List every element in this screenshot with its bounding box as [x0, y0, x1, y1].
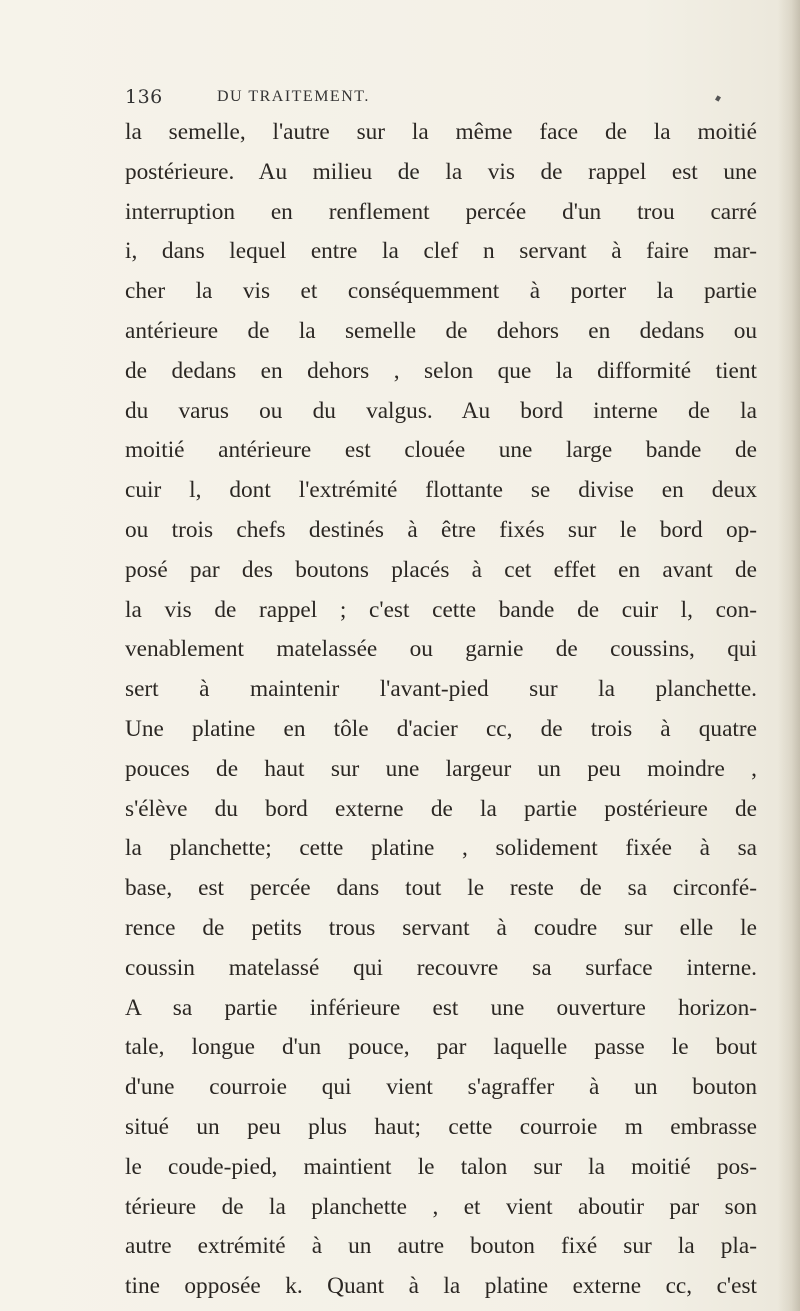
- text-line: du varus ou du valgus. Au bord interne de la: [125, 397, 757, 424]
- text-line: postérieure. Au milieu de la vis de rappel est une: [125, 158, 757, 185]
- text-line: antérieure de la semelle de dehors en dedans ou: [125, 317, 757, 344]
- text-line: la semelle, l'autre sur la même face de la moitié: [125, 119, 757, 145]
- text-line: cuir l, dont l'extrémité flottante se divise en deux: [125, 477, 757, 504]
- page-number: 136: [125, 86, 163, 108]
- text-line: posé par des boutons placés à cet effet en avant de: [125, 556, 757, 583]
- text-line: pouces de haut sur une largeur un peu moindre ,: [125, 755, 757, 782]
- text-line: sert à maintenir l'avant-pied sur la planchette.: [125, 676, 757, 703]
- text-line: situé un peu plus haut; cette courroie m embrasse: [125, 1113, 757, 1140]
- text-line: d'une courroie qui vient s'agraffer à un bouton: [125, 1074, 757, 1101]
- page-header: [125, 86, 685, 116]
- text-line: tale, longue d'un pouce, par laquelle passe le bout: [125, 1034, 757, 1061]
- text-line: coussin matelassé qui recouvre sa surface interne.: [125, 954, 757, 981]
- text-line: Une platine en tôle d'acier cc, de trois à quatre: [125, 715, 757, 742]
- ink-speck: [715, 95, 721, 101]
- text-line: de dedans en dehors , selon que la difformité tient: [125, 357, 757, 384]
- text-line: interruption en renflement percée d'un trou carré: [125, 198, 757, 225]
- text-line: base, est percée dans tout le reste de sa circonfé-: [125, 875, 757, 902]
- text-line: tine opposée k. Quant à la platine externe cc, c'est: [125, 1273, 757, 1300]
- text-line: térieure de la planchette , et vient aboutir par son: [125, 1193, 757, 1220]
- text-line: rence de petits trous servant à coudre sur elle le: [125, 914, 757, 941]
- text-line: cher la vis et conséquemment à porter la partie: [125, 278, 757, 305]
- text-line: la planchette; cette platine , solidement fixée à sa: [125, 835, 757, 862]
- text-line: i, dans lequel entre la clef n servant à faire mar-: [125, 238, 757, 265]
- text-line: le coude-pied, maintient le talon sur la moitié pos-: [125, 1153, 757, 1180]
- text-line: la vis de rappel ; c'est cette bande de cuir l, con-: [125, 596, 757, 623]
- page-edge-shadow: [778, 0, 800, 1311]
- text-line: moitié antérieure est clouée une large bande de: [125, 437, 757, 464]
- text-line: venablement matelassée ou garnie de coussins, qui: [125, 636, 757, 663]
- body-text: [125, 113, 757, 1307]
- text-line: A sa partie inférieure est une ouverture horizon-: [125, 994, 757, 1021]
- running-head: DU TRAITEMENT.: [217, 88, 370, 105]
- text-line: autre extrémité à un autre bouton fixé sur la pla-: [125, 1233, 757, 1260]
- text-line: s'élève du bord externe de la partie postérieure de: [125, 795, 757, 822]
- text-line: ou trois chefs destinés à être fixés sur le bord op-: [125, 516, 757, 543]
